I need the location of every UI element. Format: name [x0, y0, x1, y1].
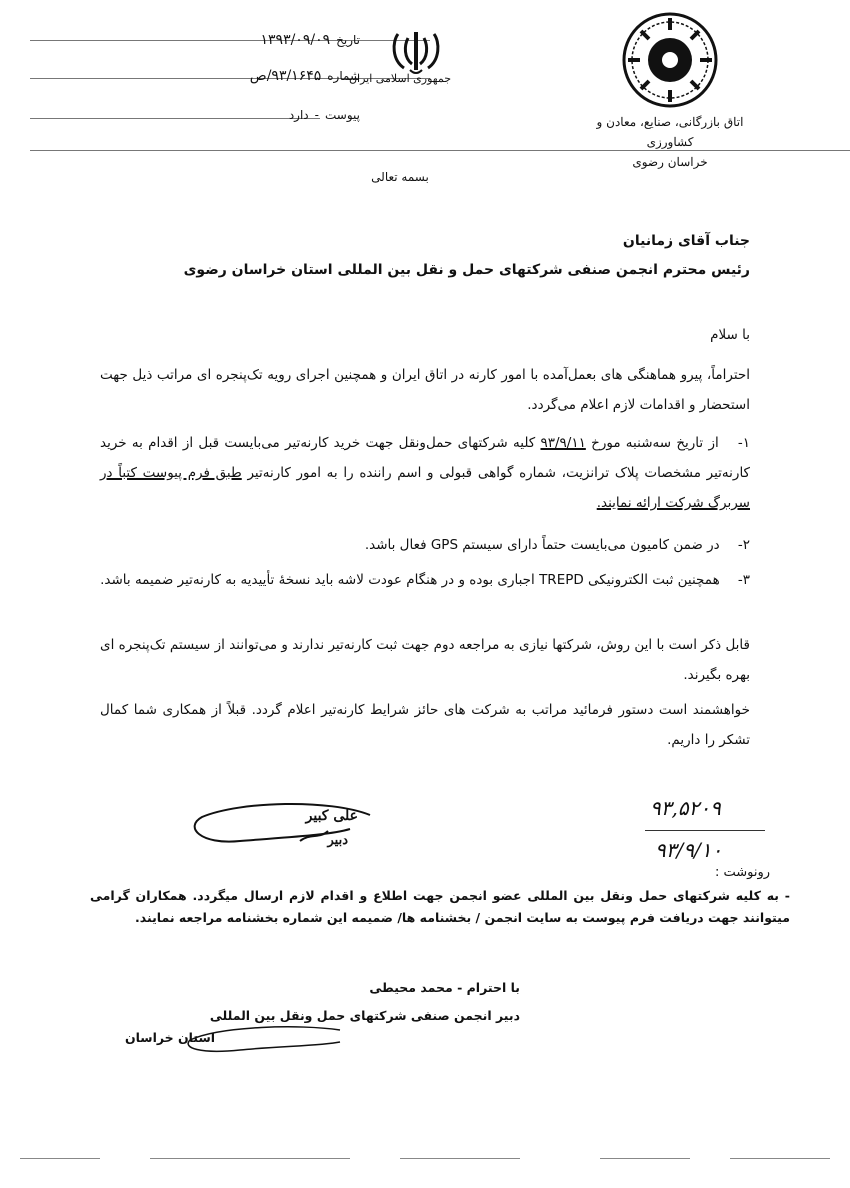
- number-value: ۹۳/۱۶۴۵/ص: [249, 68, 322, 84]
- chamber-logo-icon: [620, 10, 720, 110]
- closing-org: دبیر انجمن صنفی شرکتهای حمل ونقل بین المللی: [209, 1008, 520, 1023]
- number-row: [60, 68, 360, 84]
- item-3-text: همچنین ثبت الکترونیکی TREPD اجباری بوده و در هنگام عودت لاشه باید نسخهٔ تأییدیه به کارنه‌تیر ضمیمه باشد.: [100, 572, 720, 588]
- note-paragraph: قابل ذکر است با این روش، شرکتها نیازی به مراجعه دوم جهت ثبت کارنه‌تیر ندارند و می‌توانند از سیستم تک‌پنجره ای بهره بگیرند.: [100, 637, 750, 683]
- request-paragraph: خواهشمند است دستور فرمائید مراتب به شرکت های حائز شرایط کارنه‌تیر اعلام گردد. قبلاً از همکاری شما کمال تشکر را داریم.: [100, 702, 750, 748]
- item-2-text: در ضمن کامیون می‌بایست حتماً دارای سیستم GPS فعال باشد.: [364, 537, 720, 553]
- handwritten-date: ۹۳/۹/۱۰: [655, 838, 723, 862]
- cc-label: رونوشت :: [714, 865, 770, 880]
- intro-paragraph: احتراماً، پیرو هماهنگی های بعمل‌آمده با امور کارنه‌ در اتاق ایران و همچنین اجرای رویه تک‌پنجره ای مراتب ذیل جهت استحضار و اقدامات لازم اعلام می‌گردد.: [100, 367, 750, 413]
- attachment-value: دارد: [288, 108, 309, 122]
- item-3: [100, 565, 750, 595]
- item-2-number: ۲-: [737, 537, 750, 553]
- handwritten-rule: [645, 830, 765, 831]
- attachment-row: پیوست - دارد: [288, 108, 360, 122]
- footer-rule-4: [600, 1158, 690, 1159]
- number-label: شماره: [327, 69, 360, 83]
- item-1: [100, 428, 750, 518]
- addressee-title: رئیس محترم انجمن صنفی شرکتهای حمل و نقل بین المللی استان خراسان رضوی: [183, 262, 750, 278]
- closing-regards: با احترام - محمد محیطی: [369, 980, 520, 995]
- item-1-text-b: کلیه شرکتهای حمل‌ونقل جهت خرید کارنه‌تیر می‌بایست قبل از اقدام به خرید کارنه‌تیر مشخصات پلاک ترانزیت، شماره گواهی قبولی و اسم راننده را به امور کارنه‌تیر: [100, 435, 750, 481]
- footer-rule-5: [730, 1158, 830, 1159]
- attachment-label: پیوست: [325, 108, 360, 122]
- signatory-title: دبیر: [327, 833, 348, 848]
- date-row: [60, 32, 360, 48]
- opening-phrase: بسمه تعالی: [371, 170, 429, 184]
- cc-text: - به کلیه شرکتهای حمل ونقل بین المللی عضو انجمن جهت اطلاع و اقدام لازم ارسال میگردد. همکاران گرامی میتوانند جهت دریافت فرم پیوست به سایت انجمن / بخشنامه ها/ ضمیمه این شماره بخشنامه مراجعه نمایند.: [90, 888, 790, 925]
- item-1-text-a: از تاریخ سه‌شنبه مورخ: [591, 435, 719, 451]
- closing-signature-icon: [180, 1020, 350, 1060]
- handwritten-number: ۹۳,۵۲۰۹: [650, 796, 721, 820]
- date-value: ۱۳۹۳/۰۹/۰۹: [260, 32, 331, 48]
- item-1-text-c: طبق فرم پیوست کتباً در سربرگ شرکت ارائه نمایند.: [100, 465, 750, 511]
- item-3-number: ۳-: [737, 572, 750, 588]
- addressee-name: جناب آقای زمانیان: [622, 233, 750, 249]
- chamber-name-line1: اتاق بازرگانی، صنایع، معادن و کشاورزی: [596, 115, 744, 149]
- footer-rule-2: [150, 1158, 350, 1159]
- republic-title: جمهوری اسلامی ایران: [348, 72, 452, 85]
- chamber-name: [585, 112, 755, 172]
- footer-rule-3: [400, 1158, 520, 1159]
- greeting: با سلام: [710, 327, 750, 343]
- signatory-name: علی کبیر: [305, 808, 358, 824]
- date-label: تاریخ: [336, 33, 360, 47]
- item-1-date: ۹۳/۹/۱۱: [540, 435, 586, 451]
- footer-rule-1: [20, 1158, 100, 1159]
- closing-province: استان خراسان: [124, 1030, 216, 1045]
- iran-emblem-icon: [390, 28, 442, 76]
- signature-scribble-icon: [180, 795, 380, 865]
- item-1-number: ۱-: [737, 435, 750, 451]
- chamber-name-line2: خراسان رضوی: [632, 155, 708, 169]
- item-2: [100, 530, 750, 560]
